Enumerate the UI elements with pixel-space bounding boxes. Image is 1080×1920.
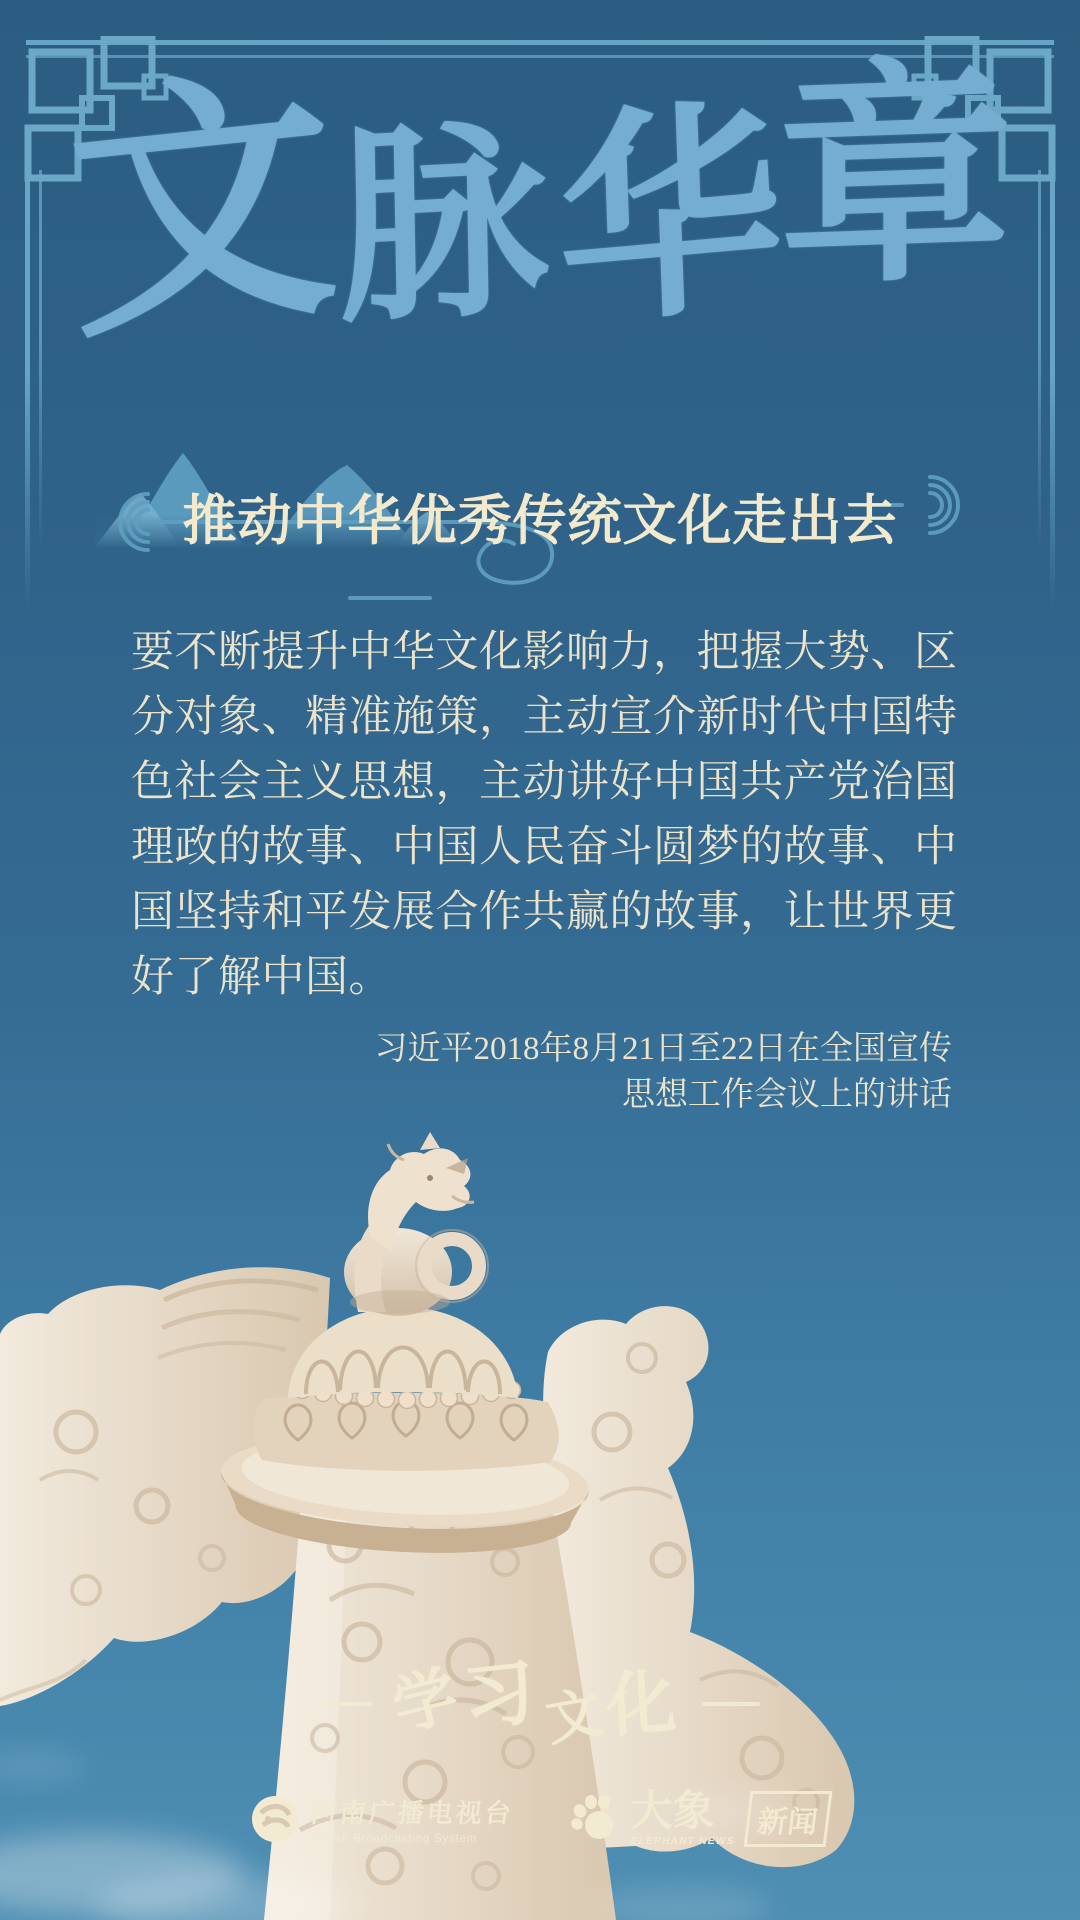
body-line: 国坚持和平发展合作共赢的故事，让世界更 bbox=[131, 889, 958, 936]
poster-title bbox=[0, 0, 1080, 460]
elephant-name-cn: 大象 bbox=[630, 1787, 715, 1834]
body-line: 理政的故事、中国人民奋斗圆梦的故事、中 bbox=[131, 824, 958, 871]
title-char-2: 脉 bbox=[336, 105, 550, 349]
henan-name-en: Henan Broadcasting System bbox=[311, 1832, 478, 1845]
attribution-line-1: 习近平2018年8月21日至22日在全国宣传 bbox=[374, 1031, 952, 1067]
series-char-1: 学 bbox=[385, 1659, 466, 1744]
elephant-news-boxed-label: 新闻 bbox=[743, 1791, 832, 1847]
decor-dash-right bbox=[702, 1702, 760, 1706]
elephant-news-logo bbox=[571, 1787, 829, 1847]
title-char-4: 章 bbox=[778, 44, 1013, 314]
henan-broadcasting-logo bbox=[251, 1793, 514, 1845]
body-text bbox=[131, 620, 961, 1010]
statue-dragon-icon bbox=[344, 1132, 488, 1316]
title-char-3: 华 bbox=[554, 83, 787, 353]
poster-subtitle: 推动中华优秀传统文化走出去 bbox=[182, 491, 898, 551]
body-line: 要不断提升中华文化影响力，把握大势、区 bbox=[131, 629, 958, 676]
elephant-paw-icon bbox=[571, 1794, 619, 1844]
decor-dash-left bbox=[320, 1702, 372, 1706]
body-line: 分对象、精准施策，主动宣介新时代中国特 bbox=[131, 694, 958, 741]
elephant-name-en: ELEPHANT NEWS bbox=[630, 1835, 735, 1847]
series-char-3: 文 bbox=[541, 1682, 608, 1754]
attribution-line-2: 思想工作会议上的讲话 bbox=[622, 1077, 952, 1113]
body-line: 色社会主义思想，主动讲好中国共产党治国 bbox=[131, 759, 958, 806]
henan-tv-logo-icon bbox=[251, 1795, 299, 1843]
series-calligraphy bbox=[0, 1652, 1080, 1754]
series-char-4: 化 bbox=[603, 1664, 679, 1747]
series-char-2: 习 bbox=[459, 1652, 540, 1740]
footer-logos bbox=[0, 1787, 1080, 1847]
body-line: 好了解中国。 bbox=[131, 954, 392, 1001]
attribution bbox=[0, 1026, 952, 1118]
title-char-1: 文 bbox=[63, 50, 342, 371]
henan-name-cn: 河南广播电视台 bbox=[309, 1798, 516, 1828]
